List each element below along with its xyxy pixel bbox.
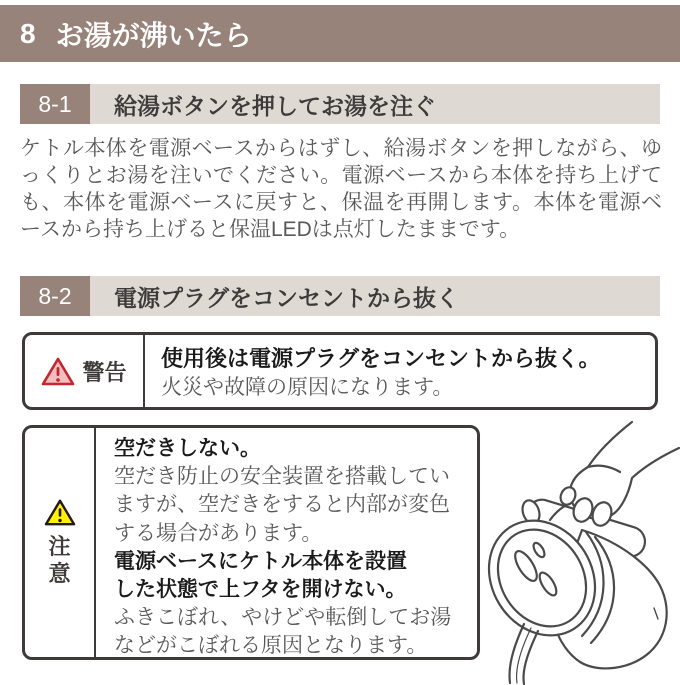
caution-line: 電源ベースにケトル本体を設置 <box>114 549 407 573</box>
caution-line: 空だき防止の安全装置を搭載してい <box>114 465 450 489</box>
section-header-8-1 <box>20 84 660 124</box>
section-number-badge: 8-1 <box>20 84 90 124</box>
chapter-title: お湯が沸いたら <box>55 19 252 51</box>
warning-triangle-icon <box>41 356 75 387</box>
caution-box <box>22 425 480 660</box>
section-title: 電源プラグをコンセントから抜く <box>114 284 459 311</box>
warning-box <box>22 332 658 410</box>
caution-text-cell <box>96 428 451 657</box>
warning-label-cell <box>25 335 145 407</box>
caution-line: した状態で上フタを開けない。 <box>114 578 407 602</box>
caution-line: などがこぼれる原因となります。 <box>114 634 428 658</box>
warning-title: 使用後は電源プラグをコンセントから抜く。 <box>161 346 601 371</box>
caution-label: 注意 <box>48 533 71 586</box>
caution-line: ますが、空だきをすると内部が変色 <box>114 493 450 517</box>
warning-text-cell <box>145 335 615 407</box>
section-header-8-2 <box>20 276 660 316</box>
instruction-paragraph: ケトル本体を電源ベースからはずし、給湯ボタンを押しながら、ゆっくりとお湯を注いでください。電源ベースから本体を持ち上げても、本体を電源ベースに戻すと、保温を再開します。本体を電源ベースから持ち上げると保温LEDは点灯したままです。 <box>20 137 662 241</box>
warning-description: 火災や故障の原因になります。 <box>161 376 454 399</box>
kettle-pouring-illustration <box>482 420 680 685</box>
caution-line: ふきこぼれ、やけどや転倒してお湯 <box>114 606 452 630</box>
caution-line: する場合があります。 <box>114 521 323 545</box>
chapter-header <box>0 5 680 62</box>
caution-line: 空だきしない。 <box>114 437 261 460</box>
caution-label-cell <box>25 428 96 657</box>
chapter-number: 8 <box>20 17 36 49</box>
warning-label: 警告 <box>82 359 127 385</box>
caution-triangle-icon <box>44 498 76 527</box>
manual-page <box>0 5 680 685</box>
section-title: 給湯ボタンを押してお湯を注ぐ <box>114 92 436 119</box>
section-number-badge: 8-2 <box>20 276 90 316</box>
